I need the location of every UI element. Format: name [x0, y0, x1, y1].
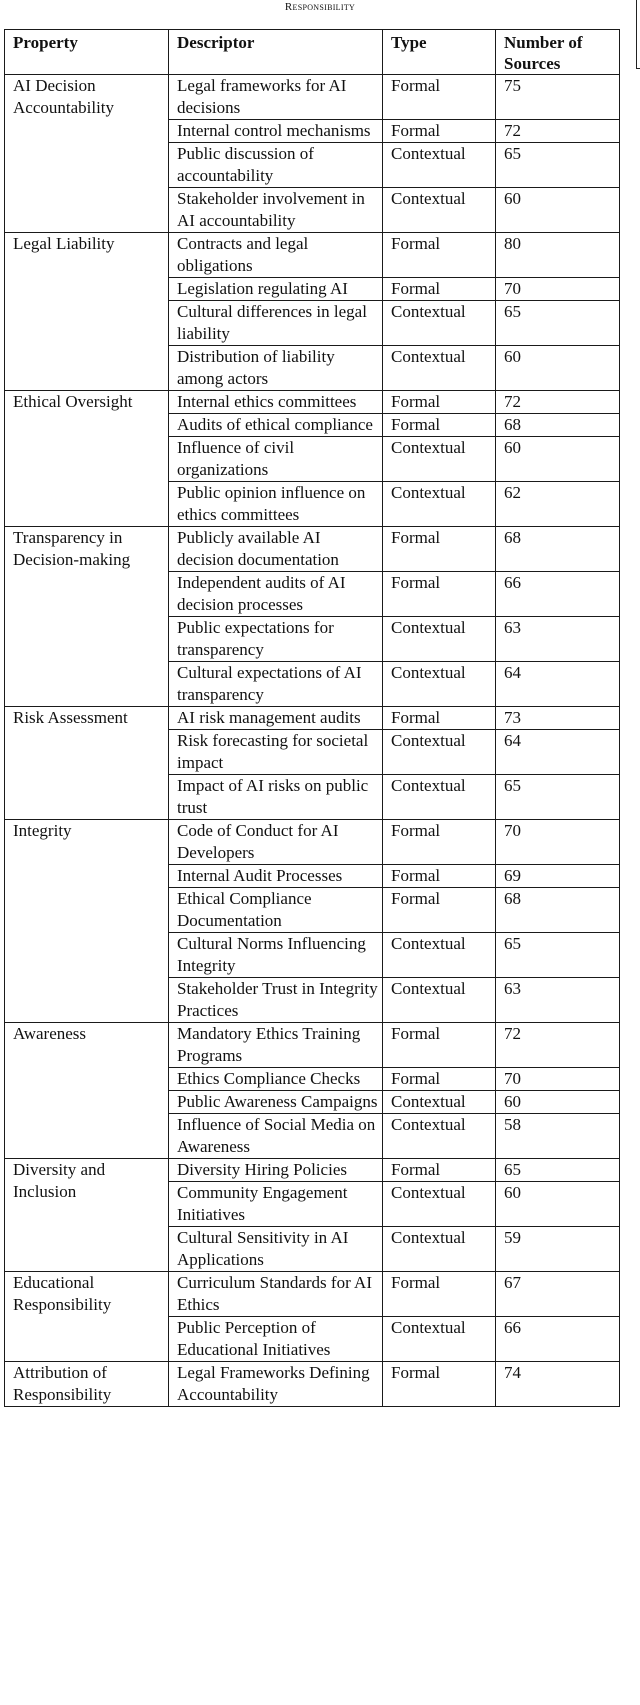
property-cell: Transparency in Decision-making: [5, 527, 169, 707]
type-cell: Contextual: [383, 933, 496, 978]
type-cell: Formal: [383, 707, 496, 730]
descriptor-cell: Impact of AI risks on public trust: [169, 775, 383, 820]
descriptor-cell: Ethics Compliance Checks: [169, 1068, 383, 1091]
header-row: [5, 30, 620, 75]
type-cell: Formal: [383, 120, 496, 143]
descriptor-cell: Code of Conduct for AI Developers: [169, 820, 383, 865]
type-cell: Contextual: [383, 978, 496, 1023]
table-row: [5, 233, 620, 278]
descriptor-cell: Influence of Social Media on Awareness: [169, 1114, 383, 1159]
sources-cell: 74: [496, 1362, 620, 1407]
type-cell: Contextual: [383, 1317, 496, 1362]
type-cell: Formal: [383, 414, 496, 437]
type-cell: Contextual: [383, 1114, 496, 1159]
descriptor-cell: Internal control mechanisms: [169, 120, 383, 143]
sources-cell: 63: [496, 978, 620, 1023]
descriptor-cell: Mandatory Ethics Training Programs: [169, 1023, 383, 1068]
type-cell: Contextual: [383, 188, 496, 233]
table-row: [5, 75, 620, 120]
descriptor-cell: Community Engagement Initiatives: [169, 1182, 383, 1227]
descriptor-cell: Cultural differences in legal liability: [169, 301, 383, 346]
type-cell: Contextual: [383, 617, 496, 662]
sources-cell: 72: [496, 1023, 620, 1068]
header-descriptor: Descriptor: [169, 30, 383, 75]
descriptor-cell: Legal Frameworks Defining Accountability: [169, 1362, 383, 1407]
sources-cell: 65: [496, 301, 620, 346]
sources-cell: 65: [496, 1159, 620, 1182]
table-row: [5, 820, 620, 865]
property-cell: Risk Assessment: [5, 707, 169, 820]
table-body: [5, 75, 620, 1407]
table-row: [5, 1159, 620, 1182]
descriptor-cell: Public discussion of accountability: [169, 143, 383, 188]
type-cell: Formal: [383, 391, 496, 414]
descriptor-cell: Distribution of liability among actors: [169, 346, 383, 391]
table-row: [5, 527, 620, 572]
type-cell: Formal: [383, 1272, 496, 1317]
table-row: [5, 707, 620, 730]
sources-cell: 68: [496, 527, 620, 572]
sources-cell: 63: [496, 617, 620, 662]
sources-cell: 64: [496, 730, 620, 775]
sources-cell: 60: [496, 1091, 620, 1114]
sources-cell: 65: [496, 775, 620, 820]
property-cell: Attribution of Responsibility: [5, 1362, 169, 1407]
type-cell: Formal: [383, 820, 496, 865]
type-cell: Contextual: [383, 1182, 496, 1227]
descriptor-cell: Independent audits of AI decision processes: [169, 572, 383, 617]
sources-cell: 70: [496, 1068, 620, 1091]
type-cell: Contextual: [383, 143, 496, 188]
sources-cell: 58: [496, 1114, 620, 1159]
header-sources: Number of Sources: [496, 30, 620, 75]
sources-cell: 60: [496, 346, 620, 391]
sources-cell: 69: [496, 865, 620, 888]
sources-cell: 66: [496, 1317, 620, 1362]
sources-cell: 68: [496, 888, 620, 933]
table-row: [5, 1023, 620, 1068]
sources-cell: 70: [496, 820, 620, 865]
sources-cell: 75: [496, 75, 620, 120]
descriptor-cell: Cultural Sensitivity in AI Applications: [169, 1227, 383, 1272]
descriptor-cell: Cultural expectations of AI transparency: [169, 662, 383, 707]
type-cell: Formal: [383, 572, 496, 617]
type-cell: Contextual: [383, 1091, 496, 1114]
type-cell: Formal: [383, 1362, 496, 1407]
table-header: [5, 30, 620, 75]
type-cell: Contextual: [383, 437, 496, 482]
property-cell: Diversity and Inclusion: [5, 1159, 169, 1272]
type-cell: Formal: [383, 75, 496, 120]
sources-cell: 72: [496, 391, 620, 414]
descriptor-cell: Ethical Compliance Documentation: [169, 888, 383, 933]
type-cell: Formal: [383, 527, 496, 572]
sources-cell: 62: [496, 482, 620, 527]
descriptor-cell: Legislation regulating AI: [169, 278, 383, 301]
header-type: Type: [383, 30, 496, 75]
property-cell: Ethical Oversight: [5, 391, 169, 527]
descriptor-cell: Public opinion influence on ethics committees: [169, 482, 383, 527]
descriptor-cell: Internal ethics committees: [169, 391, 383, 414]
sources-cell: 65: [496, 933, 620, 978]
table-row: [5, 1362, 620, 1407]
descriptor-cell: Cultural Norms Influencing Integrity: [169, 933, 383, 978]
descriptor-cell: Publicly available AI decision documentation: [169, 527, 383, 572]
descriptor-cell: AI risk management audits: [169, 707, 383, 730]
type-cell: Contextual: [383, 301, 496, 346]
descriptor-cell: Public Perception of Educational Initiatives: [169, 1317, 383, 1362]
sources-cell: 65: [496, 143, 620, 188]
sources-cell: 67: [496, 1272, 620, 1317]
type-cell: Formal: [383, 888, 496, 933]
descriptor-cell: Contracts and legal obligations: [169, 233, 383, 278]
table-row: [5, 391, 620, 414]
property-cell: Awareness: [5, 1023, 169, 1159]
descriptor-cell: Internal Audit Processes: [169, 865, 383, 888]
property-cell: Legal Liability: [5, 233, 169, 391]
type-cell: Contextual: [383, 346, 496, 391]
type-cell: Contextual: [383, 775, 496, 820]
type-cell: Formal: [383, 278, 496, 301]
sources-cell: 70: [496, 278, 620, 301]
descriptor-cell: Public Awareness Campaigns: [169, 1091, 383, 1114]
descriptor-cell: Legal frameworks for AI decisions: [169, 75, 383, 120]
sources-cell: 68: [496, 414, 620, 437]
property-cell: AI Decision Accountability: [5, 75, 169, 233]
sources-cell: 60: [496, 188, 620, 233]
sources-cell: 59: [496, 1227, 620, 1272]
descriptor-cell: Curriculum Standards for AI Ethics: [169, 1272, 383, 1317]
descriptor-cell: Risk forecasting for societal impact: [169, 730, 383, 775]
descriptor-cell: Stakeholder involvement in AI accountability: [169, 188, 383, 233]
descriptor-cell: Diversity Hiring Policies: [169, 1159, 383, 1182]
type-cell: Contextual: [383, 662, 496, 707]
sources-cell: 64: [496, 662, 620, 707]
type-cell: Formal: [383, 1023, 496, 1068]
responsibility-table: [4, 29, 620, 1407]
sources-cell: 73: [496, 707, 620, 730]
type-cell: Contextual: [383, 482, 496, 527]
type-cell: Formal: [383, 1068, 496, 1091]
type-cell: Contextual: [383, 1227, 496, 1272]
sources-cell: 66: [496, 572, 620, 617]
type-cell: Contextual: [383, 730, 496, 775]
sources-cell: 80: [496, 233, 620, 278]
descriptor-cell: Audits of ethical compliance: [169, 414, 383, 437]
property-cell: Educational Responsibility: [5, 1272, 169, 1362]
descriptor-cell: Public expectations for transparency: [169, 617, 383, 662]
sources-cell: 72: [496, 120, 620, 143]
header-property: Property: [5, 30, 169, 75]
table-row: [5, 1272, 620, 1317]
type-cell: Formal: [383, 1159, 496, 1182]
sources-cell: 60: [496, 437, 620, 482]
table-caption: Responsibility: [284, 1, 356, 13]
type-cell: Formal: [383, 233, 496, 278]
sources-cell: 60: [496, 1182, 620, 1227]
page-edge-marker: [636, 0, 640, 69]
descriptor-cell: Influence of civil organizations: [169, 437, 383, 482]
type-cell: Formal: [383, 865, 496, 888]
property-cell: Integrity: [5, 820, 169, 1023]
descriptor-cell: Stakeholder Trust in Integrity Practices: [169, 978, 383, 1023]
